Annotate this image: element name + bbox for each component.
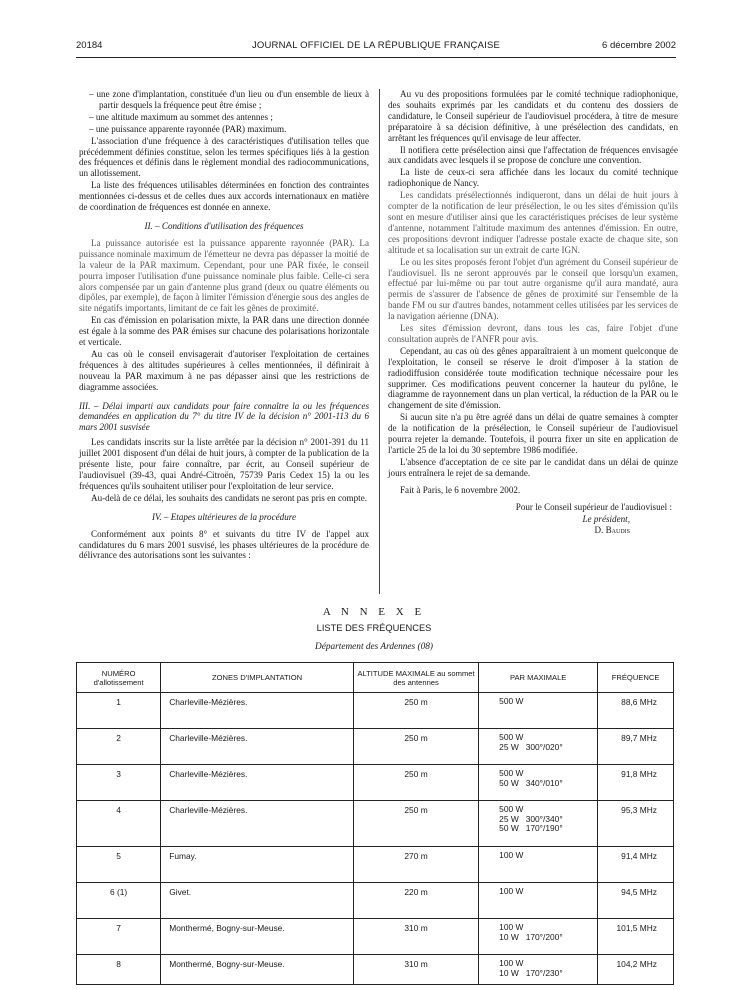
max-par (479, 765, 598, 801)
frequency: 91,8 MHz (598, 765, 674, 801)
par-line: 500 W (499, 696, 524, 706)
allotment-number: 8 (77, 955, 161, 985)
signature-org: Pour le Conseil supérieur de l'audiovisuel : (515, 501, 672, 512)
paragraph: Cependant, au cas où des gênes apparaîtraient à un moment quelconque de l'exploitation, le conseil se réserve le droit d'imposer à la station de radiodiffusion considérée toute modification technique nécessaire pour les supprimer. Ces modifications peuvent concerner la hauteur du pylône, le diagramme de rayonnement dans un plan vertical, la réduction de la PAR ou le changement de site d'émission. (388, 345, 678, 411)
column-divider (379, 89, 380, 594)
done-at: Fait à Paris, le 6 novembre 2002. (400, 484, 521, 495)
paragraph: Si aucun site n'a pu être agréé dans un délai de quatre semaines à compter de la notification de la présélection, le Conseil supérieur de l'audiovisuel pourra rejeter la demande. Toutefois, il pourra fixer un site en application de l'article 25 de la loi du 30 septembre 1986 modifiée. (388, 412, 678, 455)
implantation-zone: Charleville-Mézières. (161, 729, 354, 765)
max-par (479, 801, 598, 847)
implantation-zone: Monthermé, Bogny-sur-Meuse. (161, 919, 354, 955)
page-header (76, 40, 676, 56)
left-column (79, 89, 369, 562)
max-altitude: 250 m (353, 729, 478, 765)
paragraph: La puissance autorisée est la puissance apparente rayonnée (PAR). La puissance nominale maximum de l'émetteur ne devra pas dépasser la moitié de la valeur de la PAR maximum. Cependant, pour une PAR fixée, le conseil pourra imposer l'utilisation d'une puissance nominale plus faible. Celle-ci sera alors compensée par un gain d'antenne plus grand (deux ou quatre éléments ou dipôles, par exemple), de façon à limiter l'émission d'énergie sous des angles de site négatifs importants, limitant de ce fait les gênes de proximité. (79, 237, 369, 314)
paragraph: Le ou les sites proposés feront l'objet d'un agrément du Conseil supérieur de l'audiovisuel. Ils ne seront approuvés par le conseil que lorsqu'un examen, effectué par lui-même ou par tout autre organisme qu'il aura mandaté, aura permis de s'assurer de l'absence de gênes de proximité sur l'ensemble de la bande FM ou sur d'autres bandes, notamment celles utilisées par les services de la navigation aérienne (DNA). (388, 256, 678, 322)
max-altitude: 250 m (353, 765, 478, 801)
list-item: – une puissance apparente rayonnée (PAR) maximum. (89, 123, 287, 134)
section-heading: IV. – Etapes ultérieures de la procédure (151, 511, 297, 522)
implantation-zone: Givet. (161, 883, 354, 919)
allotment-number: 6 (1) (77, 883, 161, 919)
paragraph: En cas d'émission en polarisation mixte, la PAR dans une direction donnée est égale à la somme des PAR émises sur chacune des polarisations horizontale et verticale. (79, 315, 369, 348)
table-row (77, 765, 674, 801)
annex-title: A N N E X E (322, 606, 426, 618)
table-row (77, 847, 674, 883)
paragraph: Au cas où le conseil envisagerait d'autoriser l'exploitation de certaines fréquences à des altitudes supérieures à celles mentionnées, il définirait à nouveau la PAR maximum à ne pas dépasser ainsi que les restrictions de diagramme associées. (79, 348, 369, 392)
list-item: – une zone d'implantation, constituée d'un lieu ou d'un ensemble de lieux à partir desquels la fréquence peut être émise ; (89, 89, 369, 110)
paragraph: Au vu des propositions formulées par le comité technique radiophonique, des souhaits exprimés par les candidats et du contenu des dossiers de candidature, le Conseil supérieur de l'audiovisuel procédera, à titre de mesure préparatoire à sa décision définitive, à une présélection des candidats, en arrêtant les fréquences qu'il envisage de leur affecter. (388, 89, 678, 143)
paragraph: Les candidats présélectionnés indiqueront, dans un délai de huit jours à compter de la notification de leur présélection, le ou les sites d'émission qu'ils sont en mesure d'utiliser ainsi que les caractéristiques précises de leur système d'antenne, notamment l'altitude maximum des antennes d'émission. En outre, ces propositions devront indiquer l'adresse postale exacte de chaque site, son altitude et sa localisation sur un extrait de carte IGN. (388, 190, 678, 255)
signature-role: Le président, (582, 513, 630, 524)
max-par (479, 729, 598, 765)
par-line: 50 W 340°/010° (499, 777, 563, 788)
max-altitude: 220 m (353, 883, 478, 919)
department-heading: Département des Ardennes (08) (315, 642, 433, 652)
annex-subtitle: LISTE DES FRÉQUENCES (316, 623, 432, 633)
column-header: ZONES D'IMPLANTATION (161, 663, 354, 693)
frequency: 89,7 MHz (598, 729, 674, 765)
par-line: 10 W 170°/230° (499, 967, 563, 978)
par-line: 100 W (499, 886, 524, 896)
max-altitude: 310 m (353, 919, 478, 955)
allotment-number: 1 (77, 693, 161, 729)
section-heading: II. – Conditions d'utilisation des fréquences (144, 220, 304, 231)
frequency: 88,6 MHz (598, 693, 674, 729)
allotment-number: 3 (77, 765, 161, 801)
frequency: 95,3 MHz (598, 801, 674, 847)
max-altitude: 250 m (353, 801, 478, 847)
par-line: 100 W (499, 922, 524, 932)
implantation-zone: Charleville-Mézières. (161, 693, 354, 729)
paragraph: Les sites d'émission devront, dans tous les cas, faire l'objet d'une consultation auprès de l'ANFR pour avis. (388, 323, 678, 344)
max-altitude: 270 m (353, 847, 478, 883)
max-altitude: 310 m (353, 955, 478, 985)
par-line: 100 W (499, 958, 524, 968)
frequency: 91,4 MHz (598, 847, 674, 883)
right-column (388, 89, 678, 537)
par-line: 500 W (499, 804, 524, 814)
column-header: ALTITUDE MAXIMALE au sommet des antennes (353, 663, 478, 693)
implantation-zone: Charleville-Mézières. (161, 801, 354, 847)
list-item: – une altitude maximum au sommet des antennes ; (89, 111, 273, 122)
paragraph: Les candidats inscrits sur la liste arrêtée par la décision n° 2001-391 du 11 juillet 2001 disposent d'un délai de huit jours, à compter de la publication de la présente liste, pour faire connaître, par écrit, au Conseil supérieur de l'audiovisuel (39-43, quai André-Citroën, 75739 Paris Cedex 15) la ou les fréquences qu'ils souhaitent utiliser pour l'exploitation de leur service. (79, 437, 369, 491)
paragraph: Conformément aux points 8° et suivants du titre IV de l'appel aux candidatures du 6 mars 2001 susvisé, les phases ultérieures de la procédure de délivrance des autorisations sont les suivantes : (79, 528, 369, 561)
max-par (479, 955, 598, 985)
signature-name: D. Baudis (594, 525, 630, 536)
frequency: 104,2 MHz (598, 955, 674, 985)
par-line: 25 W 300°/020° (499, 741, 563, 752)
table-row (77, 955, 674, 985)
max-par (479, 919, 598, 955)
frequency: 101,5 MHz (598, 919, 674, 955)
par-line: 10 W 170°/200° (499, 931, 563, 942)
page-number: 20184 (76, 40, 103, 51)
max-altitude: 250 m (353, 693, 478, 729)
implantation-zone: Charleville-Mézières. (161, 765, 354, 801)
implantation-zone: Monthermé, Bogny-sur-Meuse. (161, 955, 354, 985)
implantation-zone: Fumay. (161, 847, 354, 883)
par-line: 500 W (499, 768, 524, 778)
par-line: 500 W (499, 732, 524, 742)
header-rule (76, 57, 676, 58)
table-header-row (77, 663, 674, 693)
publication-date: 6 décembre 2002 (602, 40, 676, 51)
table-row (77, 693, 674, 729)
paragraph: L'absence d'acceptation de ce site par le candidat dans un délai de quinze jours entraînera le rejet de sa demande. (388, 456, 678, 478)
allotment-number: 5 (77, 847, 161, 883)
par-line: 100 W (499, 850, 524, 860)
paragraph: La liste des fréquences utilisables déterminées en fonction des contraintes mentionnées ci-dessus et de celles dues aux accords internationaux en matière de coordination de fréquences est donnée en annexe. (79, 180, 369, 213)
allotment-number: 7 (77, 919, 161, 955)
max-par (479, 883, 598, 919)
par-line: 25 W 300°/340° (499, 813, 563, 824)
column-header: FRÉQUENCE (598, 663, 674, 693)
frequency-table (76, 662, 674, 985)
journal-title: JOURNAL OFFICIEL DE LA RÉPUBLIQUE FRANÇAISE (251, 40, 501, 51)
max-par (479, 693, 598, 729)
par-line: 50 W 170°/190° (499, 823, 563, 833)
allotment-number: 2 (77, 729, 161, 765)
table-row (77, 919, 674, 955)
paragraph: Au-delà de ce délai, les souhaits des candidats ne seront pas pris en compte. (91, 492, 368, 503)
allotment-number: 4 (77, 801, 161, 847)
column-header: NUMÉRO d'allotissement (77, 663, 161, 693)
paragraph: La liste de ceux-ci sera affichée dans les locaux du comité technique radiophonique de Nancy. (388, 167, 678, 189)
paragraph: Il notifiera cette présélection ainsi que l'affectation de fréquences envisagée aux candidats avec lesquels il se propose de conclure une convention. (388, 144, 678, 166)
column-header: PAR MAXIMALE (479, 663, 598, 693)
table-row (77, 801, 674, 847)
frequency: 94,5 MHz (598, 883, 674, 919)
max-par (479, 847, 598, 883)
table-row (77, 883, 674, 919)
paragraph: L'association d'une fréquence à des caractéristiques d'utilisation telles que précédemment définies constitue, selon les termes spécifiques liés à la gestion des fréquences et définis dans le règlement mondial des radiocommunications, un allotissement. (79, 135, 369, 179)
table-row (77, 729, 674, 765)
section-heading: III. – Délai imparti aux candidats pour faire connaître la ou les fréquences demandées en application du 7° du titre IV de la décision n° 2001-113 du 6 mars 2001 susvisée (79, 400, 369, 433)
